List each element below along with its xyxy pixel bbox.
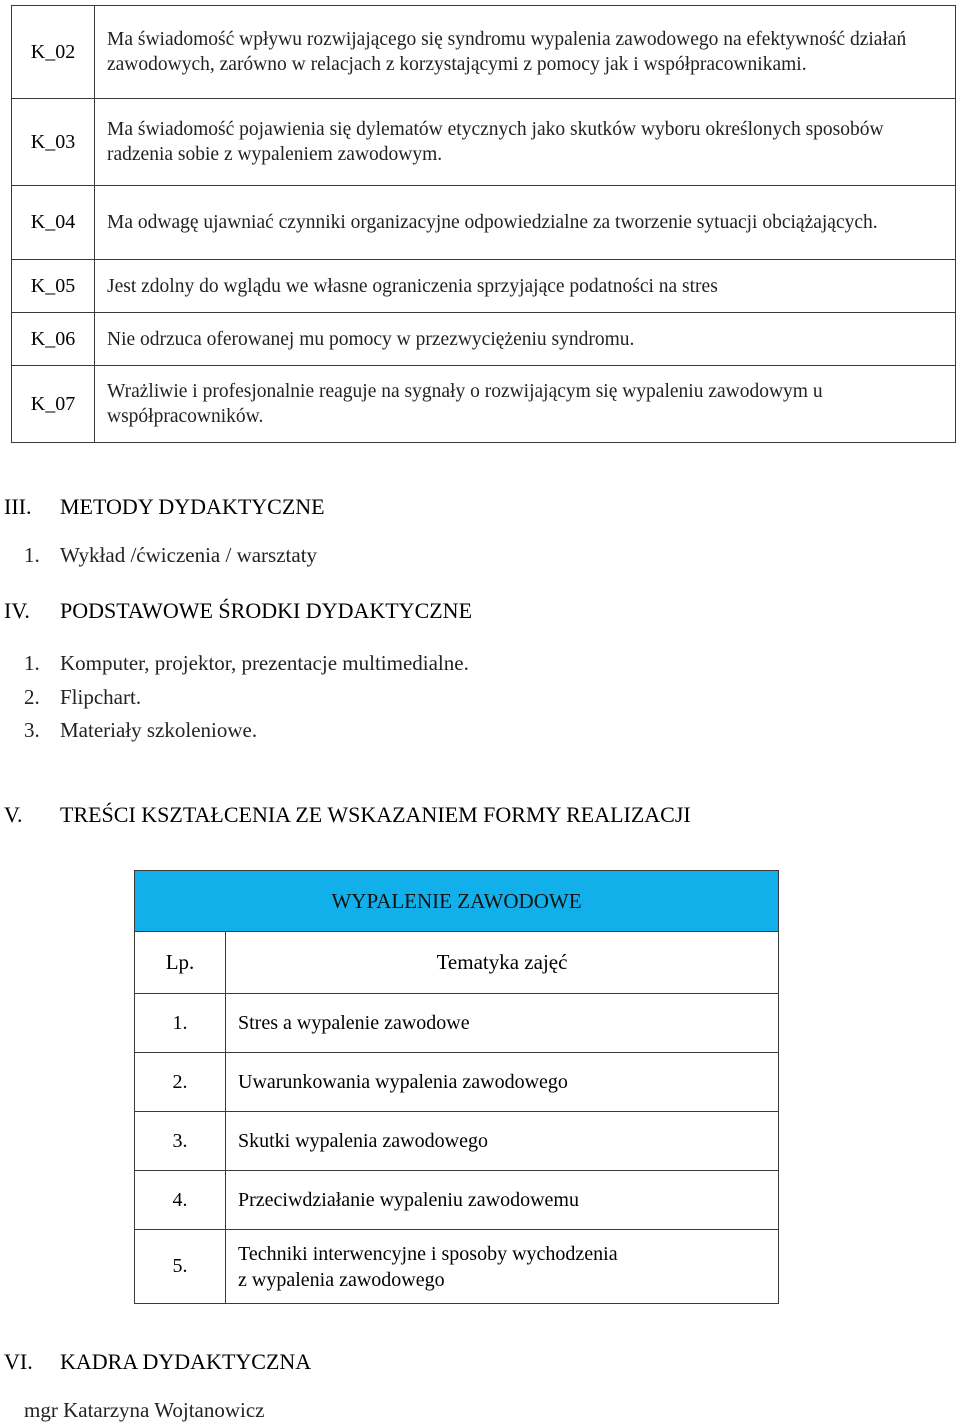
row-number: 5.	[135, 1230, 226, 1304]
competency-text: Ma świadomość wpływu rozwijającego się syndromu wypalenia zawodowego na efektywność działań zawodowych, zarówno w relacjach z korzystającymi z pomocy jak i współpracownikami.	[95, 6, 956, 99]
table-banner-row	[135, 871, 779, 932]
competency-code: K_03	[12, 99, 95, 186]
section-title: PODSTAWOWE ŚRODKI DYDAKTYCZNE	[60, 598, 473, 623]
row-topic: Przeciwdziałanie wypaleniu zawodowemu	[226, 1171, 779, 1230]
row-number: 3.	[135, 1112, 226, 1171]
list-item-text: Wykład /ćwiczenia / warsztaty	[60, 543, 318, 567]
competency-row	[12, 99, 956, 186]
row-topic-line: z wypalenia zawodowego	[238, 1268, 445, 1291]
competency-row	[12, 260, 956, 313]
table-row	[135, 1112, 779, 1171]
section-number: VI.	[4, 1349, 33, 1374]
section-number: III.	[4, 494, 32, 519]
row-number: 4.	[135, 1171, 226, 1230]
list-item-number: 2.	[24, 685, 40, 709]
competency-code: K_05	[12, 260, 95, 313]
competency-row	[12, 313, 956, 366]
row-topic-line: Techniki interwencyjne i sposoby wychodzenia	[238, 1242, 618, 1265]
list-item	[24, 651, 469, 676]
table-banner: WYPALENIE ZAWODOWE	[135, 871, 779, 932]
column-header-topic: Tematyka zajęć	[226, 932, 779, 994]
competency-row	[12, 366, 956, 443]
section-heading-staff	[4, 1349, 311, 1375]
staff-name: mgr Katarzyna Wojtanowicz	[24, 1398, 265, 1422]
list-item-number: 1.	[24, 543, 40, 567]
section-number: IV.	[4, 598, 30, 623]
section-heading-methods	[4, 494, 325, 520]
competency-code: K_07	[12, 366, 95, 443]
competencies-table	[11, 5, 956, 443]
row-topic	[226, 1230, 779, 1304]
section-heading-resources	[4, 598, 472, 624]
row-topic: Skutki wypalenia zawodowego	[226, 1112, 779, 1171]
list-item	[24, 543, 317, 568]
table-row	[135, 1171, 779, 1230]
list-item	[24, 685, 141, 710]
row-number: 2.	[135, 1053, 226, 1112]
column-header-lp: Lp.	[135, 932, 226, 994]
list-item	[24, 718, 257, 743]
list-item-number: 3.	[24, 718, 40, 742]
competency-text: Wrażliwie i profesjonalnie reaguje na sygnały o rozwijającym się wypaleniu zawodowym u współpracowników.	[95, 366, 956, 443]
row-topic: Uwarunkowania wypalenia zawodowego	[226, 1053, 779, 1112]
table-header-row	[135, 932, 779, 994]
list-item-number: 1.	[24, 651, 40, 675]
competency-row	[12, 186, 956, 260]
competency-code: K_06	[12, 313, 95, 366]
competency-row	[12, 6, 956, 99]
section-title: KADRA DYDAKTYCZNA	[60, 1349, 312, 1374]
row-number: 1.	[135, 994, 226, 1053]
competency-text: Ma odwagę ujawniać czynniki organizacyjne odpowiedzialne za tworzenie sytuacji obciążających.	[95, 186, 956, 260]
section-title: METODY DYDAKTYCZNE	[60, 494, 325, 519]
competency-text: Nie odrzuca oferowanej mu pomocy w przezwyciężeniu syndromu.	[95, 313, 956, 366]
list-item-text: Materiały szkoleniowe.	[60, 718, 258, 742]
competency-code: K_04	[12, 186, 95, 260]
competency-text: Jest zdolny do wglądu we własne ograniczenia sprzyjające podatności na stres	[95, 260, 956, 313]
section-heading-content	[4, 802, 691, 828]
table-row	[135, 1053, 779, 1112]
table-row	[135, 1230, 779, 1304]
competency-code: K_02	[12, 6, 95, 99]
row-topic: Stres a wypalenie zawodowe	[226, 994, 779, 1053]
topics-table	[134, 870, 779, 1304]
competency-text: Ma świadomość pojawienia się dylematów etycznych jako skutków wyboru określonych sposobów radzenia sobie z wypaleniem zawodowym.	[95, 99, 956, 186]
table-row	[135, 994, 779, 1053]
section-number: V.	[4, 802, 23, 827]
section-title: TREŚCI KSZTAŁCENIA ZE WSKAZANIEM FORMY REALIZACJI	[60, 802, 691, 827]
list-item-text: Komputer, projektor, prezentacje multimedialne.	[60, 651, 469, 675]
list-item-text: Flipchart.	[60, 685, 142, 709]
